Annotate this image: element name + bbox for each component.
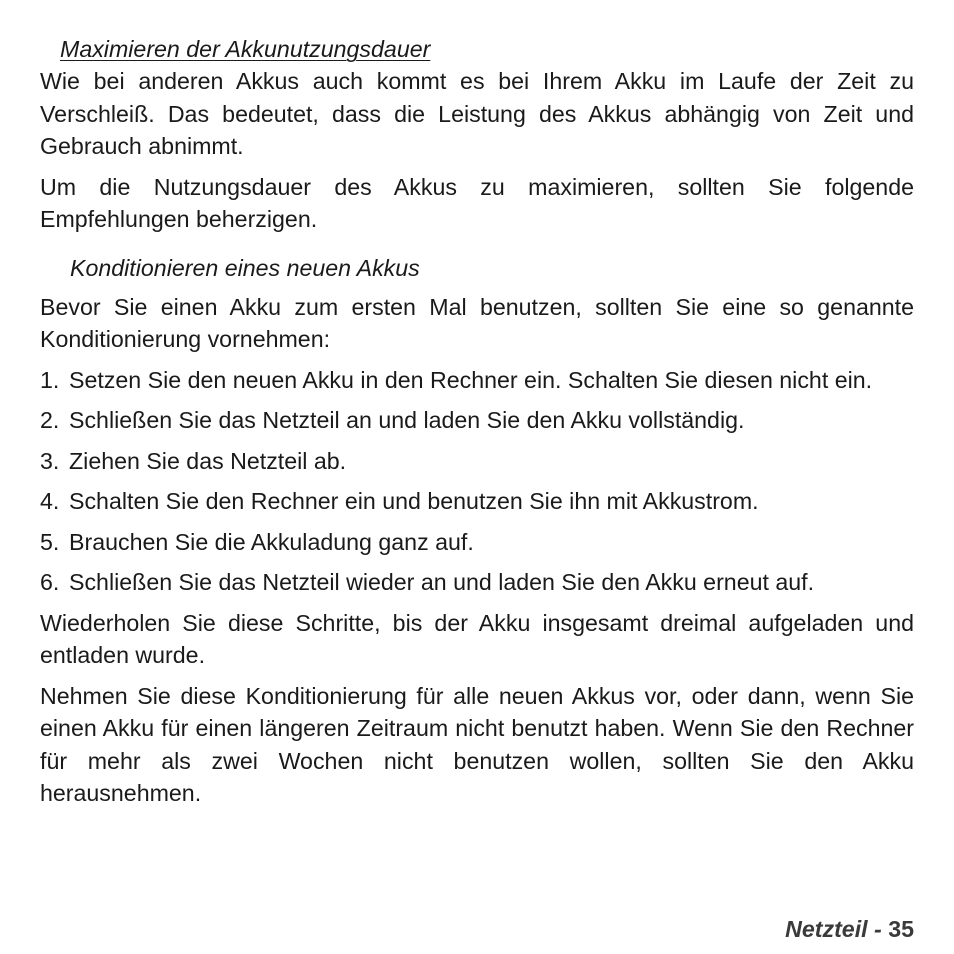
page-content [40, 33, 914, 818]
paragraph: Wie bei anderen Akkus auch kommt es bei Ihrem Akku im Laufe der Zeit zu Verschleiß. Das bedeutet, dass die Leistung des Akkus abhängig von Zeit und Gebrauch abnimmt. [40, 68, 914, 159]
page-footer [785, 913, 914, 945]
list-item [40, 526, 914, 559]
paragraph: Nehmen Sie diese Konditionierung für alle neuen Akkus vor, oder dann, wenn Sie einen Akku für einen längeren Zeitraum nicht benutzt haben. Wenn Sie den Rechner für mehr als zwei Wochen nicht benutzen wollen, sollten Sie den Akku herausnehmen. [40, 682, 914, 806]
step-text: Brauchen Sie die Akkuladung ganz auf. [69, 528, 474, 555]
paragraph: Wiederholen Sie diese Schritte, bis der Akku insgesamt dreimal aufgeladen und entladen wurde. [40, 609, 914, 668]
step-number: 4. [40, 488, 60, 514]
steps-list [40, 364, 914, 599]
list-item [40, 445, 914, 478]
paragraph: Um die Nutzungsdauer des Akkus zu maximieren, sollten Sie folgende Empfehlungen beherzigen. [40, 173, 914, 232]
step-number: 2. [40, 407, 60, 433]
footer-section-label: Netzteil - [785, 916, 889, 942]
step-text: Schalten Sie den Rechner ein und benutzen Sie ihn mit Akkustrom. [69, 488, 759, 514]
page-number: 35 [888, 916, 914, 942]
step-number: 5. [40, 528, 60, 555]
step-text: Schließen Sie das Netzteil wieder an und laden Sie den Akku erneut auf. [69, 569, 815, 595]
subsection-heading: Konditionieren eines neuen Akkus [70, 254, 420, 281]
step-text: Schließen Sie das Netzteil an und laden Sie den Akku vollständig. [69, 407, 745, 433]
section-heading: Maximieren der Akkunutzungsdauer [60, 36, 431, 62]
step-text: Setzen Sie den neuen Akku in den Rechner ein. Schalten Sie diesen nicht ein. [69, 366, 873, 393]
step-number: 3. [40, 447, 60, 474]
step-number: 6. [40, 569, 60, 595]
step-text: Ziehen Sie das Netzteil ab. [69, 447, 347, 474]
step-number: 1. [40, 366, 60, 393]
list-item [40, 566, 914, 599]
list-item [40, 485, 914, 518]
list-item [40, 404, 914, 437]
paragraph: Bevor Sie einen Akku zum ersten Mal benutzen, sollten Sie eine so genannte Konditionierung vornehmen: [40, 293, 914, 352]
list-item [40, 364, 914, 397]
